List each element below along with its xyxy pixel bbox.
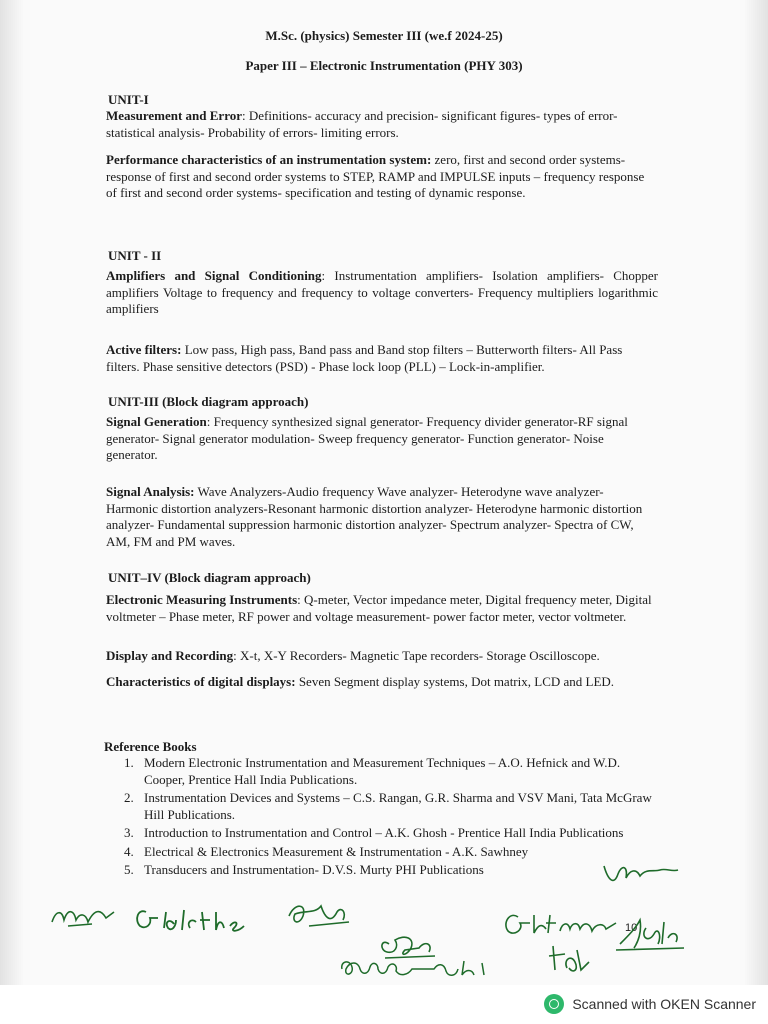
reference-number: 3. <box>124 825 134 840</box>
section-heading: Active filters: <box>106 342 182 357</box>
unit-2-title: UNIT - II <box>108 248 162 263</box>
section-heading: Electronic Measuring Instruments <box>106 592 298 607</box>
scanner-label: Scanned with OKEN Scanner <box>572 996 756 1012</box>
section-heading: Signal Generation <box>106 414 207 429</box>
reference-item <box>104 790 660 823</box>
unit-3-section-1 <box>106 414 658 464</box>
page-shadow-left <box>0 0 24 985</box>
section-text: Seven Segment display systems, Dot matrix, LCD and LED. <box>295 674 615 689</box>
signature-9-icon <box>338 955 494 981</box>
unit-1-section-2 <box>106 152 658 202</box>
section-heading: Performance characteristics of an instrumentation system: <box>106 152 432 167</box>
unit-3-title: UNIT-III (Block diagram approach) <box>108 394 309 409</box>
unit-4-title: UNIT–IV (Block diagram approach) <box>108 570 311 585</box>
scanner-footer <box>0 985 768 1024</box>
reference-text: Transducers and Instrumentation- D.V.S. Murty PHI Publications <box>144 862 484 877</box>
unit-1-section-1 <box>106 96 658 141</box>
signature-8-icon <box>545 940 595 976</box>
unit-4-section-1 <box>106 592 658 625</box>
section-text: : X-t, X-Y Recorders- Magnetic Tape recorders- Storage Oscilloscope. <box>233 648 600 663</box>
reference-number: 5. <box>124 862 134 877</box>
reference-number: 1. <box>124 755 134 770</box>
unit-4-section-2 <box>106 648 658 665</box>
signature-6-icon <box>610 914 690 954</box>
reference-number: 2. <box>124 790 134 805</box>
signature-4-icon <box>285 898 355 932</box>
course-title: M.Sc. (physics) Semester III (we.f 2024-25) <box>265 28 503 43</box>
reference-text: Electrical & Electronics Measurement & Instrumentation - A.K. Sawhney <box>144 843 529 859</box>
page-shadow-right <box>744 0 768 985</box>
signature-1-icon <box>600 860 680 890</box>
reference-item <box>104 844 660 861</box>
reference-list <box>104 755 660 881</box>
section-text: Wave Analyzers-Audio frequency Wave analyzer- Heterodyne wave analyzer- Harmonic distortion analyzers-Resonant harmonic distortion analyzer- Heterodyne harmonic distortion analyzer- Fundamental suppression harmonic distortion analyzer- Spectrum analyzer- Spectra of CW, AM, FM and PM waves. <box>106 484 643 549</box>
reference-number: 4. <box>124 843 134 859</box>
section-heading: Measurement and Error <box>106 108 242 123</box>
unit-3-section-2 <box>106 484 658 550</box>
reference-item <box>104 825 660 842</box>
references-title: Reference Books <box>104 739 197 754</box>
scanner-watermark <box>544 994 756 1014</box>
section-heading: Display and Recording <box>106 648 234 663</box>
unit-4-section-3 <box>106 674 658 691</box>
section-text: zero, first and second order systems- response of first and second order systems to STEP, RAMP and IMPULSE inputs – frequency response of first and second order systems- specification and testing of dynamic response. <box>106 152 645 200</box>
unit-2-section-2 <box>106 342 658 375</box>
section-heading: Characteristics of digital displays: <box>106 674 296 689</box>
section-text: : Q-meter, Vector impedance meter, Digital frequency meter, Digital voltmeter – Phase meter, RF power and voltage measurement- power factor meter, vector voltmeter. <box>106 592 652 624</box>
reference-text: Modern Electronic Instrumentation and Measurement Techniques – A.O. Hefnick and W.D. Cooper, Prentice Hall India Publications. <box>144 755 621 787</box>
page-number: 10 <box>625 922 638 934</box>
reference-text: Introduction to Instrumentation and Control – A.K. Ghosh - Prentice Hall India Publications <box>144 825 624 840</box>
section-heading: Amplifiers and Signal Conditioning <box>106 268 322 283</box>
reference-item <box>104 755 660 788</box>
section-text: Low pass, High pass, Band pass and Band stop filters – Butterworth filters- All Pass filters. Phase sensitive detectors (PSD) - Phase lock loop (PLL) – Lock-in-amplifier. <box>106 342 623 374</box>
reference-text: Instrumentation Devices and Systems – C.S. Rangan, G.R. Sharma and VSV Mani, Tata McGraw Hill Publications. <box>144 790 652 822</box>
signature-3-icon <box>130 902 248 938</box>
section-text: : Definitions- accuracy and precision- significant figures- types of error- statistical analysis- Probability of errors- limiting errors. <box>106 108 618 140</box>
reference-item <box>104 862 660 879</box>
unit-1-title: UNIT-I <box>108 92 149 107</box>
paper-title: Paper III – Electronic Instrumentation (PHY 303) <box>245 58 523 73</box>
signature-2-icon <box>48 902 118 932</box>
section-text: : Instrumentation amplifiers- Isolation amplifiers- Chopper amplifiers Voltage to frequency and frequency to voltage converters- Frequency multipliers logarithmic amplifiers <box>106 268 658 316</box>
section-text: : Frequency synthesized signal generator- Frequency divider generator-RF signal generator- Signal generator modulation- Sweep frequency generator- Function generator- Noise generator. <box>106 414 628 462</box>
scanner-logo-icon <box>544 994 564 1014</box>
signature-5-icon <box>500 905 620 941</box>
unit-2-section-1 <box>106 268 658 318</box>
section-heading: Signal Analysis: <box>106 484 195 499</box>
